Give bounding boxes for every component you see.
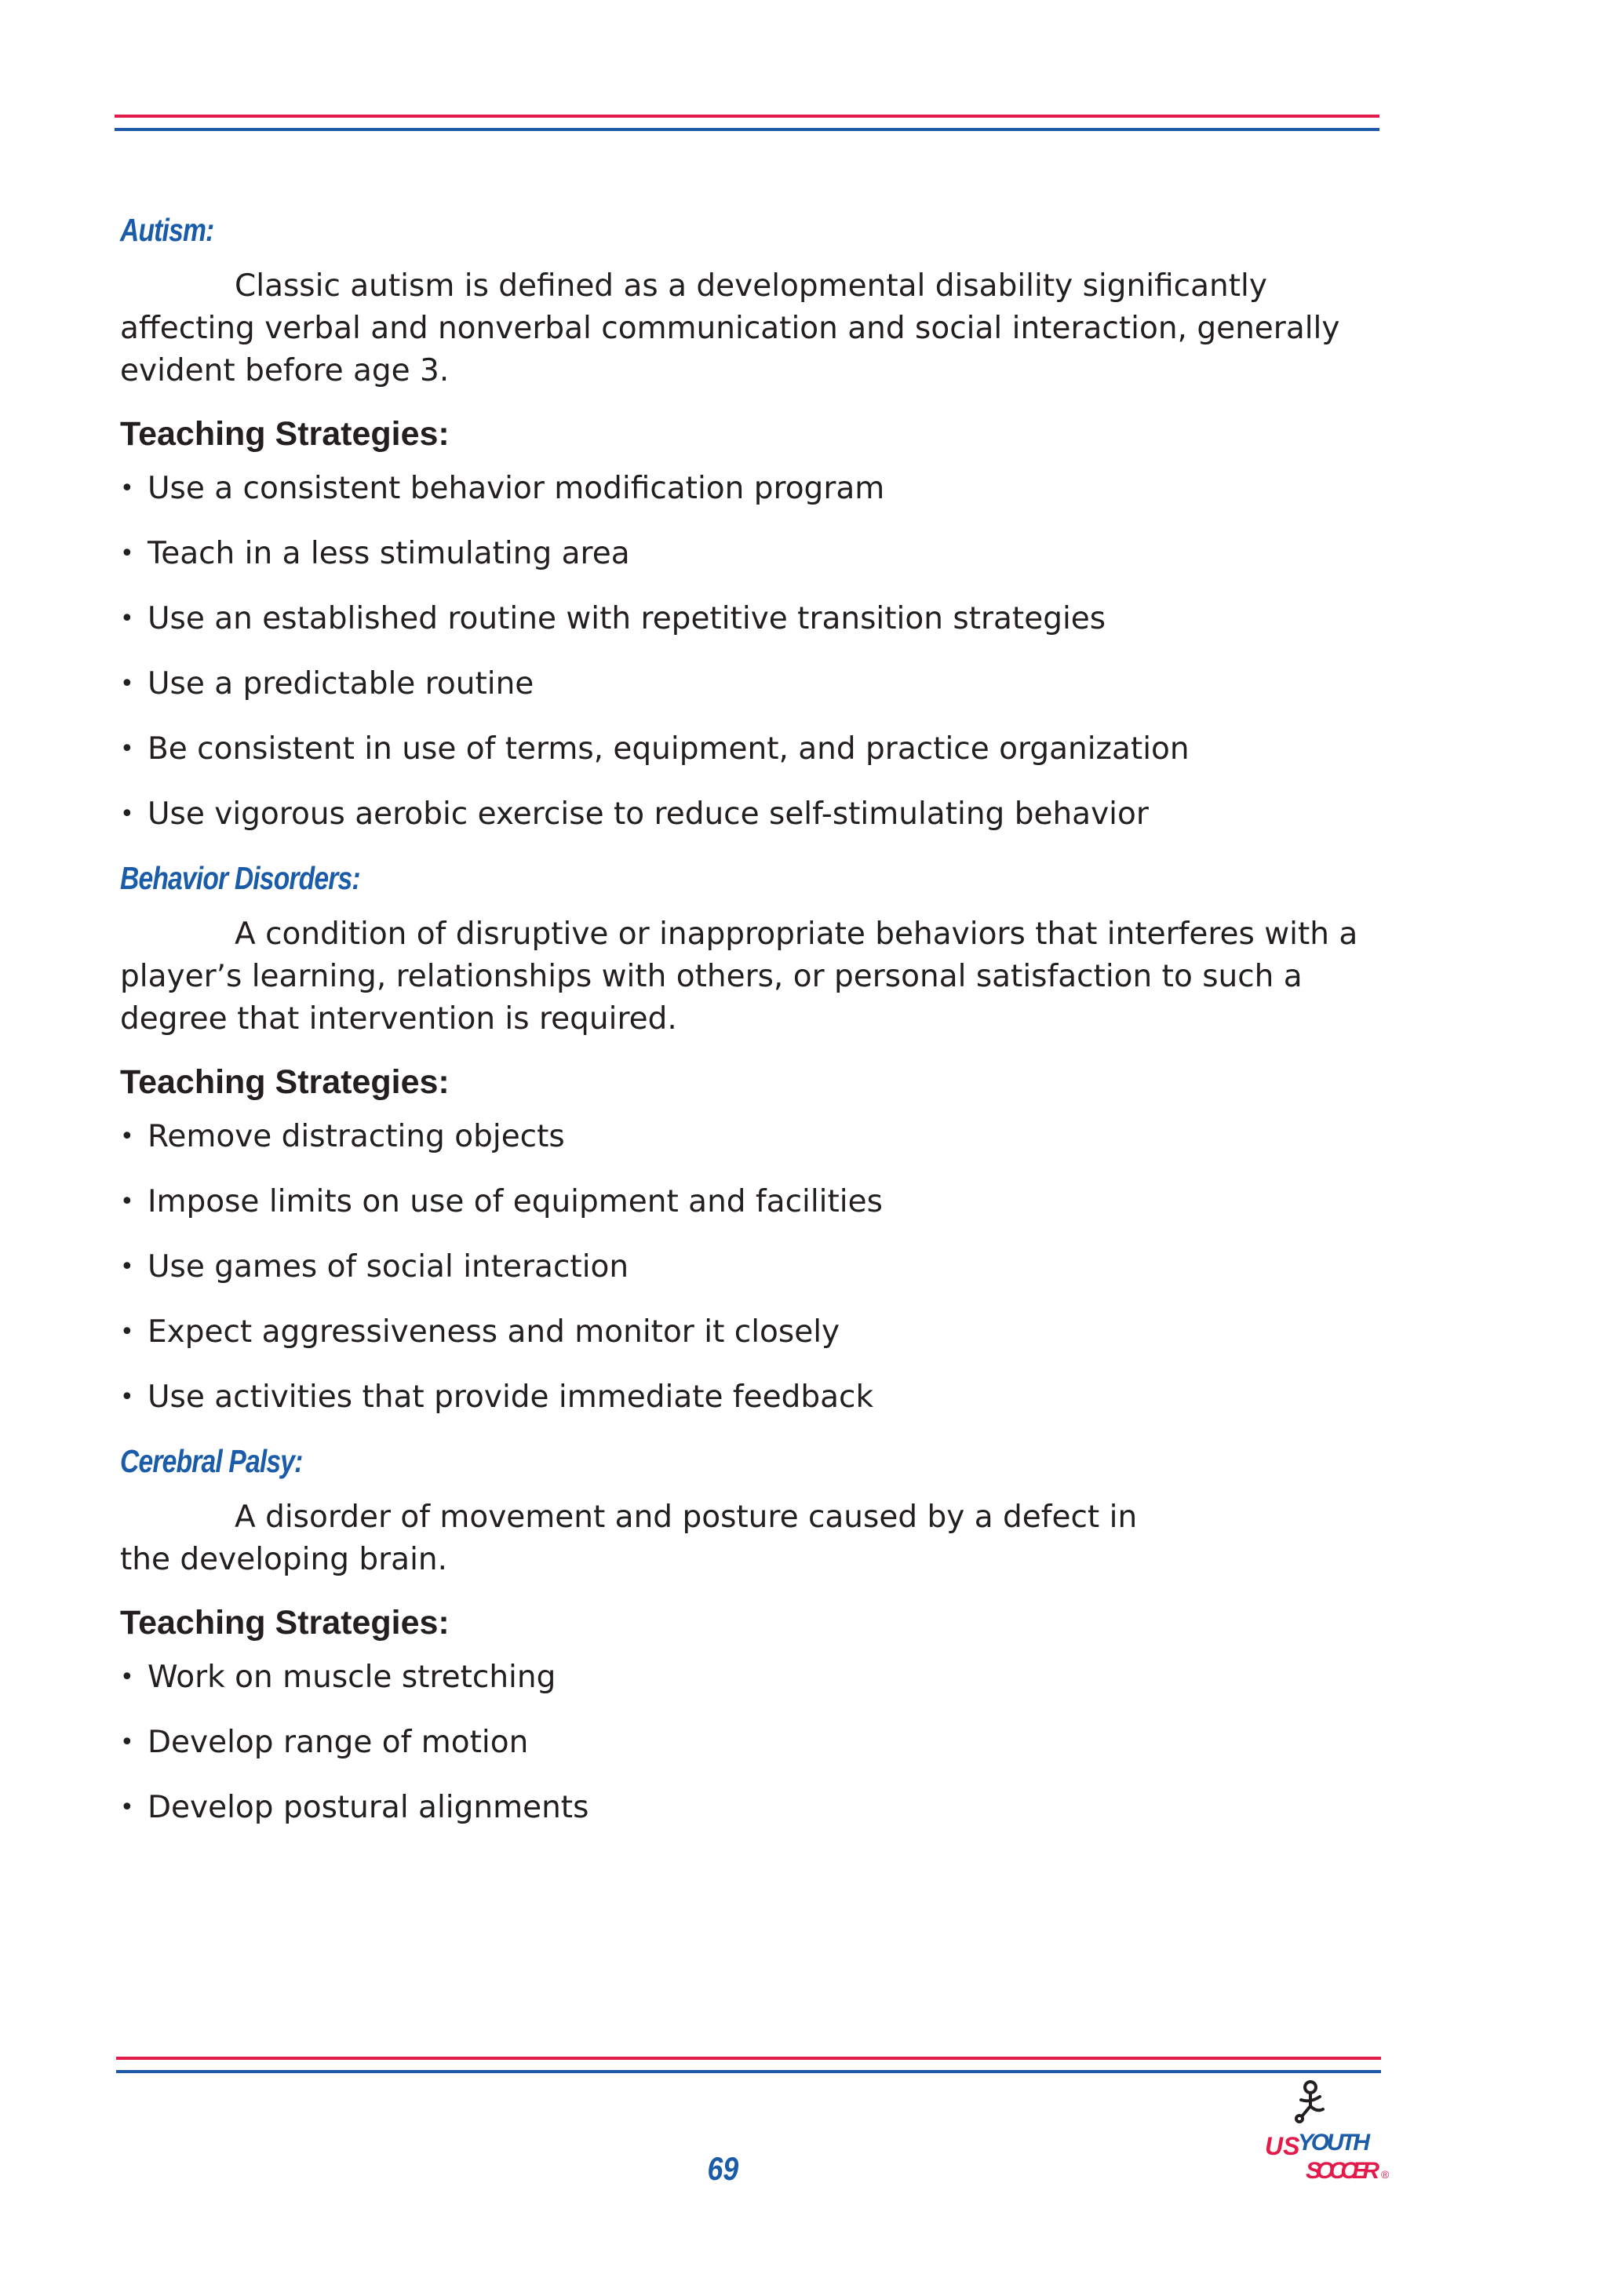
list-item — [120, 1787, 1376, 1829]
list-item-text: Teach in a less stimulating area — [148, 536, 630, 571]
section-definition: A disorder of movement and posture caused by a defect in the developing brain. — [120, 1500, 1138, 1577]
strategies-heading: Teaching Strategies: — [120, 1063, 450, 1101]
list-item — [120, 728, 1376, 771]
section-autism — [120, 210, 1376, 836]
bullet-icon: • — [120, 540, 134, 567]
bullet-icon: • — [120, 1253, 134, 1281]
list-item-text: Use a consistent behavior modification program — [148, 471, 885, 506]
bullet-icon: • — [120, 1794, 134, 1821]
strategies-heading: Teaching Strategies: — [120, 1604, 450, 1642]
list-item — [120, 793, 1376, 836]
list-item — [120, 533, 1376, 575]
logo-soccer-text: SOCCER — [1306, 2158, 1379, 2184]
list-item-text: Be consistent in use of terms, equipment, and practice organization — [148, 731, 1190, 767]
section-heading: Behavior Disorders: — [120, 860, 360, 896]
list-item — [120, 1376, 1376, 1419]
section-cerebral-palsy — [120, 1441, 1376, 1829]
logo-us-text: US — [1265, 2132, 1300, 2160]
strategies-list — [120, 1656, 1376, 1829]
bullet-icon: • — [120, 670, 134, 698]
list-item-text: Use activities that provide immediate feedback — [148, 1379, 874, 1415]
logo-registered-mark: ® — [1381, 2168, 1390, 2181]
list-item — [120, 598, 1376, 640]
section-behavior-disorders — [120, 858, 1376, 1419]
list-item — [120, 468, 1376, 510]
bullet-icon: • — [120, 1123, 134, 1150]
list-item-text: Expect aggressiveness and monitor it closely — [148, 1314, 840, 1350]
top-rule-blue — [115, 128, 1379, 131]
list-item — [120, 1311, 1376, 1354]
us-youth-soccer-logo-icon — [1262, 2079, 1395, 2193]
list-item — [120, 1246, 1376, 1288]
logo-youth-text: YOUTH — [1298, 2130, 1370, 2156]
section-definition: Classic autism is defined as a developmental disability significantly affecting verbal and nonverbal communication and social interaction, generally evident before age 3. — [120, 268, 1340, 388]
list-item-text: Use a predictable routine — [148, 666, 534, 702]
list-item-text: Use an established routine with repetitive transition strategies — [148, 601, 1106, 636]
page-number: 69 — [707, 2150, 739, 2187]
list-item — [120, 1656, 1376, 1699]
bullet-icon: • — [120, 1188, 134, 1215]
bullet-icon: • — [120, 475, 134, 502]
player-figure-icon — [1296, 2082, 1323, 2122]
bottom-rule-red — [116, 2057, 1381, 2060]
list-item-text: Remove distracting objects — [148, 1119, 565, 1154]
list-item-text: Develop postural alignments — [148, 1790, 589, 1825]
list-item — [120, 663, 1376, 705]
section-definition: A condition of disruptive or inappropriate behaviors that interferes with a player’s learning, relationships with others, or personal satisfaction to such a degree that intervention is required. — [120, 917, 1358, 1037]
section-heading: Autism: — [120, 212, 214, 248]
bullet-icon: • — [120, 605, 134, 632]
bullet-icon: • — [120, 1318, 134, 1346]
list-item — [120, 1722, 1376, 1764]
list-item — [120, 1181, 1376, 1223]
list-item-text: Use vigorous aerobic exercise to reduce self-stimulating behavior — [148, 796, 1149, 832]
bullet-icon: • — [120, 800, 134, 828]
page-content — [120, 210, 1376, 1852]
bullet-icon: • — [120, 1729, 134, 1756]
strategies-list — [120, 1116, 1376, 1419]
top-rule-red — [115, 115, 1379, 118]
bullet-icon: • — [120, 1383, 134, 1411]
list-item-text: Use games of social interaction — [148, 1249, 629, 1285]
section-heading: Cerebral Palsy: — [120, 1443, 303, 1479]
list-item-text: Impose limits on use of equipment and facilities — [148, 1184, 883, 1219]
list-item-text: Work on muscle stretching — [148, 1660, 556, 1695]
bullet-icon: • — [120, 1664, 134, 1691]
list-item-text: Develop range of motion — [148, 1725, 529, 1760]
list-item — [120, 1116, 1376, 1158]
strategies-heading: Teaching Strategies: — [120, 415, 450, 453]
bottom-rule-blue — [116, 2070, 1381, 2073]
strategies-list — [120, 468, 1376, 836]
bullet-icon: • — [120, 735, 134, 763]
